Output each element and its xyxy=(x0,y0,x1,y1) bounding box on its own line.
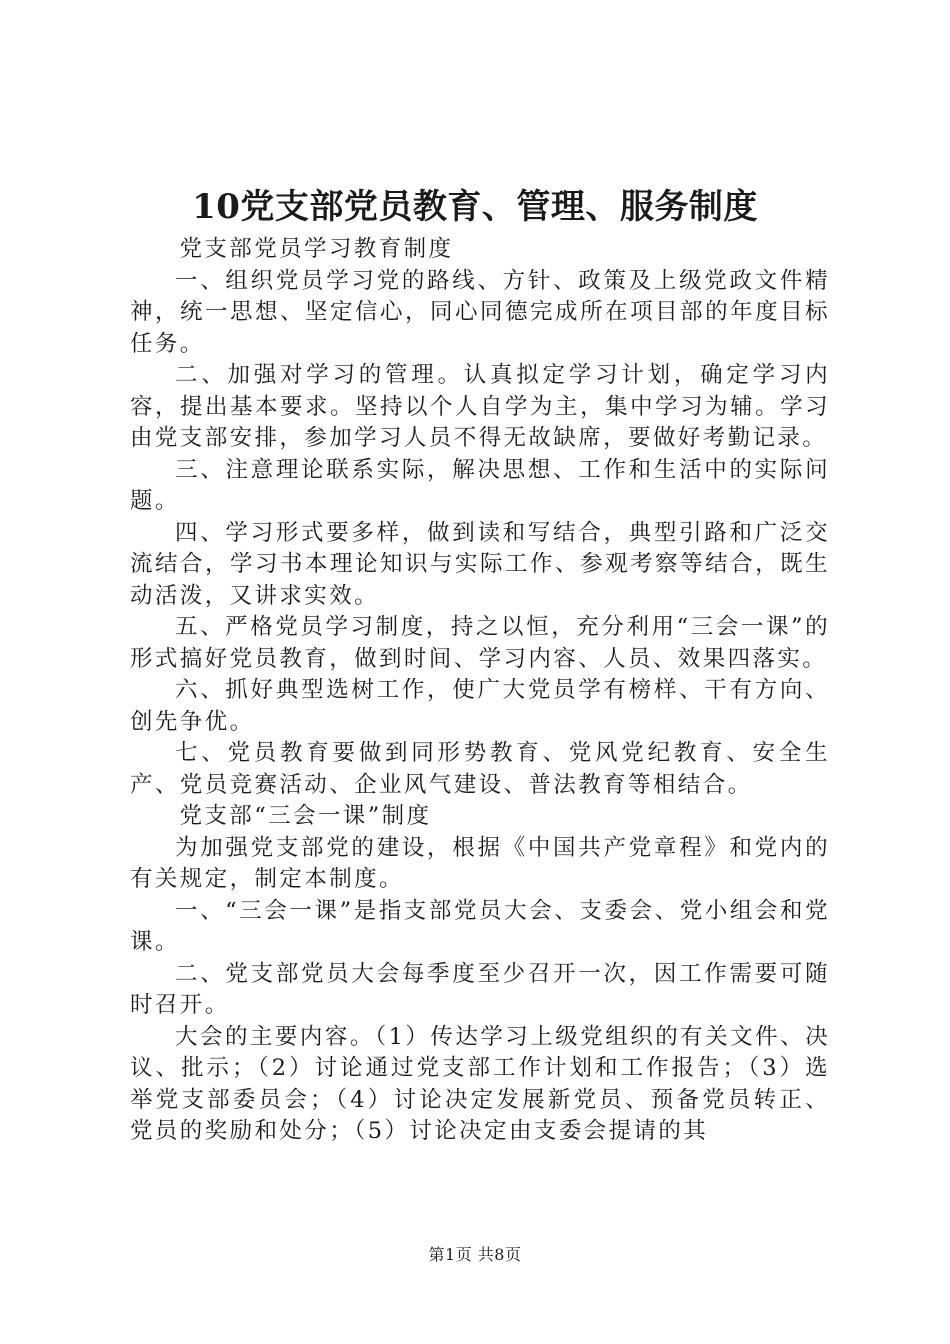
section-heading: 党支部“三会一课”制度 xyxy=(179,803,432,829)
paragraph: 四、学习形式要多样，做到读和写结合，典型引路和广泛交流结合，学习书本理论知识与实际工作、参观考察等结合，既生动活泼，又讲求实效。 xyxy=(130,519,830,609)
paragraph: 三、注意理论联系实际，解决思想、工作和生活中的实际问题。 xyxy=(130,456,830,514)
page-number-footer: 第1页 共8页 xyxy=(428,1245,522,1264)
document-title: 10党支部党员教育、管理、服务制度 xyxy=(192,187,758,227)
paragraph: 六、抓好典型选树工作，使广大党员学有榜样、干有方向、创先争优。 xyxy=(130,677,830,735)
paragraph: 二、加强对学习的管理。认真拟定学习计划，确定学习内容，提出基本要求。坚持以个人自学为主，集中学习为辅。学习由党支部安排，参加学习人员不得无故缺席，要做好考勤记录。 xyxy=(130,362,830,451)
paragraph: 大会的主要内容。（1）传达学习上级党组织的有关文件、决议、批示；（2）讨论通过党支部工作计划和工作报告；（3）选举党支部委员会；（4）讨论决定发展新党员、预备党员转正、党员的奖励和处分；（5）讨论决定由支委会提请的其 xyxy=(130,1023,830,1144)
paragraph: 一、组织党员学习党的路线、方针、政策及上级党政文件精神，统一思想、坚定信心，同心同德完成所在项目部的年度目标任务。 xyxy=(130,267,830,357)
paragraph: 七、党员教育要做到同形势教育、党风党纪教育、安全生产、党员竞赛活动、企业风气建设、普法教育等相结合。 xyxy=(130,740,830,798)
paragraph: 为加强党支部党的建设，根据《中国共产党章程》和党内的有关规定，制定本制度。 xyxy=(130,834,830,892)
document-body xyxy=(130,234,830,1148)
paragraph: 一、“三会一课”是指支部党员大会、支委会、党小组会和党课。 xyxy=(130,897,830,955)
paragraph: 五、严格党员学习制度，持之以恒，充分利用“三会一课”的形式搞好党员教育，做到时间、学习内容、人员、效果四落实。 xyxy=(130,614,830,672)
section-heading: 党支部党员学习教育制度 xyxy=(179,236,454,262)
paragraph: 二、党支部党员大会每季度至少召开一次，因工作需要可随时召开。 xyxy=(130,960,830,1018)
